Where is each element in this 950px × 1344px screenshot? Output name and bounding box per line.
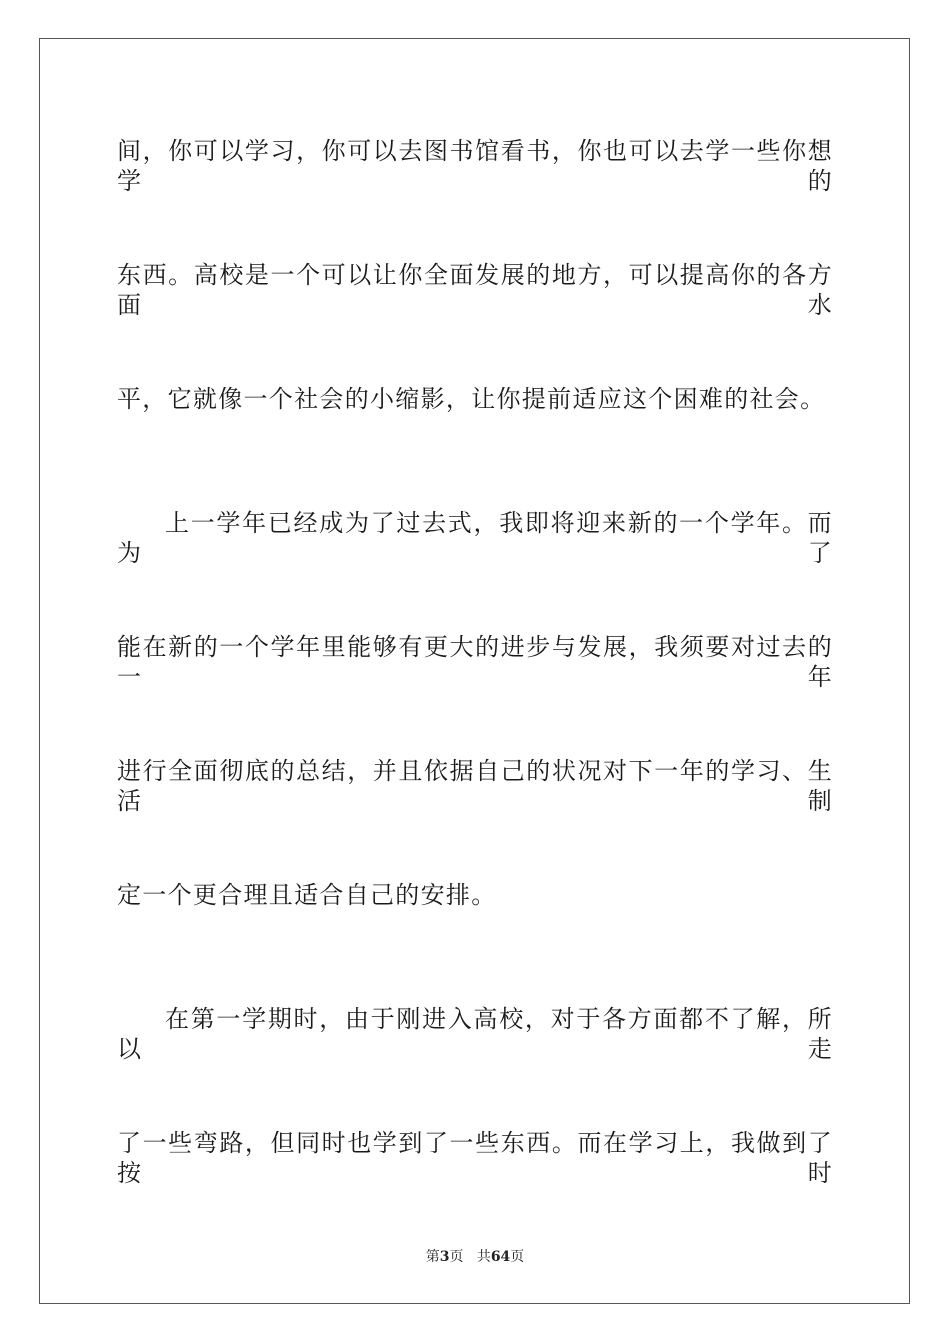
- body-text-line: 上一学年已经成为了过去式，我即将迎来新的一个学年。而为了: [117, 509, 833, 567]
- page-suffix: 页: [449, 1249, 464, 1265]
- body-text-line: 平，它就像一个社会的小缩影，让你提前适应这个困难的社会。: [117, 385, 826, 413]
- body-text-line: 间，你可以学习，你可以去图书馆看书，你也可以去学一些你想学的: [117, 137, 833, 195]
- body-text-line: 进行全面彻底的总结，并且依据自己的状况对下一年的学习、生活制: [117, 757, 833, 815]
- body-text-line: 了一些弯路，但同时也学到了一些东西。而在学习上，我做到了按时: [117, 1129, 833, 1187]
- current-page-number: 3: [439, 1249, 450, 1265]
- total-page-count: 64: [490, 1249, 511, 1265]
- total-suffix: 页: [510, 1249, 525, 1265]
- page-footer: [0, 1248, 950, 1266]
- total-prefix: 共: [476, 1249, 491, 1265]
- body-text-line: 能在新的一个学年里能够有更大的进步与发展，我须要对过去的一年: [117, 633, 833, 691]
- page-prefix: 第: [425, 1249, 440, 1265]
- body-text-line: 在第一学期时，由于刚进入高校，对于各方面都不了解，所以走: [117, 1005, 833, 1063]
- body-text-line: 定一个更合理且适合自己的安排。: [117, 881, 497, 909]
- body-text-line: 东西。高校是一个可以让你全面发展的地方，可以提高你的各方面水: [117, 261, 833, 319]
